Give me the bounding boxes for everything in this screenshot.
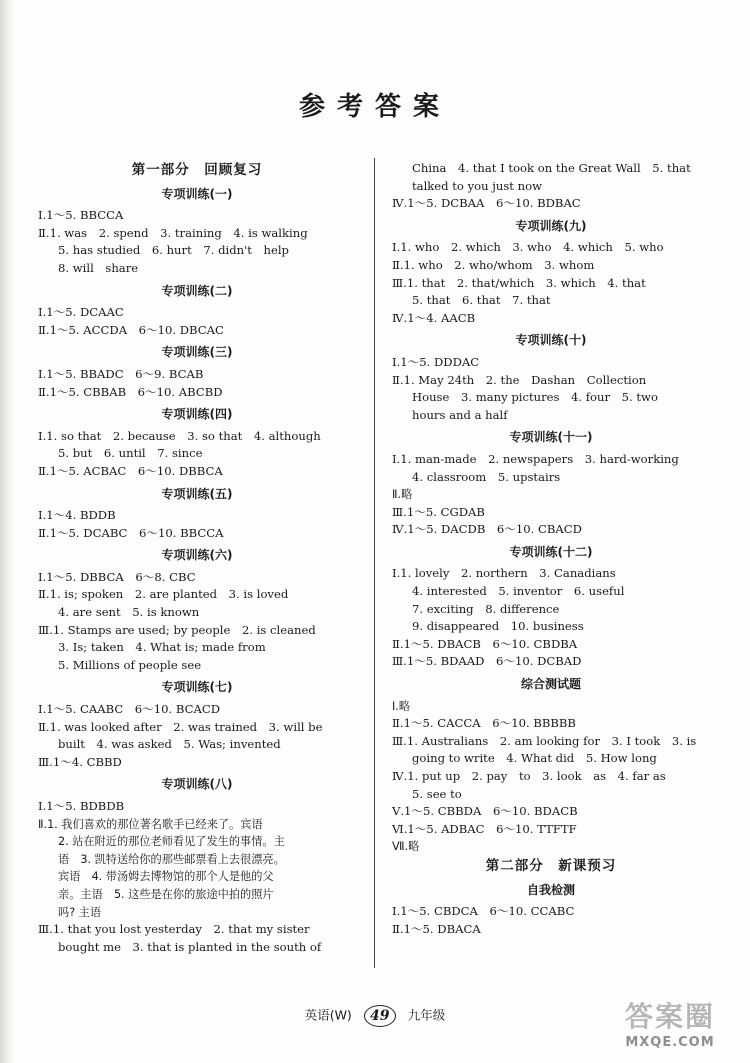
exercise-heading: 专项训练(二) bbox=[161, 283, 233, 298]
answer-line: China 4. that I took on the Great Wall 5. that bbox=[412, 161, 691, 175]
answer-line: bought me 3. that is planted in the south of bbox=[58, 939, 322, 954]
answer-line: Ⅴ.1～5. CBBDA 6～10. BDACB bbox=[392, 804, 578, 819]
exercise-heading: 专项训练(七) bbox=[161, 680, 233, 695]
answer-line: 亲。主语 5. 这些是在你的旅途中拍的照片 bbox=[58, 887, 274, 901]
answer-line: Ⅰ.1. so that 2. because 3. so that 4. although bbox=[38, 428, 321, 443]
answer-line: 5. Millions of people see bbox=[58, 657, 202, 672]
page-number: 49 bbox=[364, 1005, 396, 1027]
footer-grade: 九年级 bbox=[407, 1007, 446, 1023]
answer-line: Ⅰ.1. man-made 2. newspapers 3. hard-working bbox=[392, 451, 679, 466]
answer-line: 4. interested 5. inventor 6. useful bbox=[412, 584, 625, 599]
exercise-heading: 专项训练(五) bbox=[161, 486, 233, 501]
scan-edge-shadow bbox=[0, 0, 14, 1063]
answer-line: 4. classroom 5. upstairs bbox=[412, 469, 561, 484]
left-column bbox=[38, 160, 356, 956]
answer-line: Ⅲ.1. that you lost yesterday 2. that my sister bbox=[38, 922, 310, 937]
answer-line: Ⅱ.1. 我们喜欢的那位著名歌手已经来了。宾语 bbox=[38, 817, 263, 831]
answer-line: Ⅳ.1～5. DACDB 6～10. CBACD bbox=[392, 522, 582, 537]
answer-line: Ⅳ.1. put up 2. pay to 3. look as 4. far as bbox=[392, 769, 666, 783]
answer-line: 5. that 6. that 7. that bbox=[412, 293, 551, 308]
answer-line: hours and a half bbox=[412, 407, 508, 422]
answer-line: 5. but 6. until 7. since bbox=[58, 446, 203, 461]
answer-line: Ⅰ.1～5. DDDAC bbox=[392, 354, 480, 369]
answer-line: Ⅲ.1. Stamps are used; by people 2. is cleaned bbox=[38, 622, 316, 637]
answer-line: Ⅱ.1. who 2. who/whom 3. whom bbox=[392, 257, 595, 272]
answer-line: Ⅰ.略 bbox=[392, 699, 411, 713]
answer-line: Ⅲ.1～4. CBBD bbox=[38, 754, 122, 769]
answer-line: Ⅲ.1. Australians 2. am looking for 3. I took 3. is bbox=[392, 733, 697, 748]
answer-line: built 4. was asked 5. Was; invented bbox=[58, 737, 281, 752]
answer-line: Ⅱ.1～5. DBACA bbox=[392, 921, 481, 936]
exercise-heading: 专项训练(十一) bbox=[509, 430, 593, 445]
answer-line: Ⅱ.1～5. DCABC 6～10. BBCCA bbox=[38, 525, 224, 540]
section-heading: 第二部分 新课预习 bbox=[485, 857, 617, 874]
answer-line: 语 3. 凯特送给你的那些邮票看上去很漂亮。 bbox=[58, 852, 285, 866]
exercise-heading: 专项训练(十) bbox=[515, 333, 587, 348]
answer-line: Ⅳ.1～5. DCBAA 6～10. BDBAC bbox=[392, 196, 581, 211]
exercise-heading: 专项训练(八) bbox=[161, 777, 233, 792]
answer-line: Ⅰ.1. lovely 2. northern 3. Canadians bbox=[392, 566, 616, 581]
footer-subject: 英语(W) bbox=[304, 1007, 352, 1023]
answer-line: Ⅱ.1～5. CACCA 6～10. BBBBB bbox=[392, 716, 576, 731]
answer-line: Ⅱ.略 bbox=[392, 488, 413, 502]
answer-line: going to write 4. What did 5. How long bbox=[412, 751, 657, 766]
answer-line: talked to you just now bbox=[412, 178, 543, 193]
answer-line: Ⅱ.1. is; spoken 2. are planted 3. is loved bbox=[38, 587, 289, 602]
answer-line: Ⅲ.1. that 2. that/which 3. which 4. that bbox=[392, 275, 646, 290]
exercise-heading: 专项训练(一) bbox=[161, 186, 233, 201]
watermark-text: 答案圈 bbox=[624, 1000, 715, 1033]
watermark-site: MXQE.COM bbox=[625, 1035, 715, 1050]
exercise-heading: 自我检测 bbox=[526, 882, 575, 897]
exercise-heading: 专项训练(三) bbox=[161, 345, 233, 360]
answer-line: 2. 站在附近的那位老师看见了发生的事情。主 bbox=[58, 835, 285, 849]
right-column bbox=[392, 160, 710, 938]
answer-line: 4. are sent 5. is known bbox=[58, 605, 200, 620]
page-title: 参考答案 bbox=[298, 92, 451, 122]
answer-line: Ⅰ.1～5. CBDCA 6～10. CCABC bbox=[392, 904, 575, 919]
answer-line: Ⅱ.1. was looked after 2. was trained 3. will be bbox=[38, 719, 323, 734]
answer-line: 9. disappeared 10. business bbox=[412, 619, 584, 634]
answer-line: Ⅲ.1～5. CGDAB bbox=[392, 504, 485, 519]
answer-line: Ⅱ.1～5. ACBAC 6～10. DBBCA bbox=[38, 463, 223, 478]
answer-line: Ⅱ.1～5. CBBAB 6～10. ABCBD bbox=[38, 384, 223, 399]
answer-line: Ⅰ.1～5. BBADC 6～9. BCAB bbox=[38, 366, 204, 381]
answer-line: 5. has studied 6. hurt 7. didn't help bbox=[58, 243, 289, 258]
answer-line: Ⅰ.1～4. BDDB bbox=[38, 508, 116, 523]
exercise-heading: 专项训练(四) bbox=[161, 407, 233, 422]
answer-line: Ⅵ.1～5. ADBAC 6～10. TTFTF bbox=[392, 821, 577, 836]
exercise-heading: 综合测试题 bbox=[520, 677, 581, 692]
watermark-logo bbox=[600, 995, 740, 1053]
answer-line: 7. exciting 8. difference bbox=[412, 601, 560, 616]
section-heading: 第一部分 回顾复习 bbox=[131, 162, 263, 178]
answer-line: Ⅶ.略 bbox=[392, 840, 420, 854]
answer-line: 吗? 主语 bbox=[58, 905, 102, 919]
answer-line: Ⅰ.1～5. CAABC 6～10. BCACD bbox=[38, 702, 221, 717]
answer-line: 8. will share bbox=[58, 260, 139, 275]
answer-line: 5. see to bbox=[412, 786, 462, 801]
answer-line: Ⅰ.1～5. DCAAC bbox=[38, 305, 124, 320]
answer-line: Ⅱ.1. was 2. spend 3. training 4. is walking bbox=[38, 225, 308, 240]
exercise-heading: 专项训练(九) bbox=[515, 218, 587, 233]
answer-line: Ⅱ.1～5. ACCDA 6～10. DBCAC bbox=[38, 322, 224, 337]
answer-line: Ⅳ.1～4. AACB bbox=[392, 310, 476, 325]
answer-line: 3. Is; taken 4. What is; made from bbox=[58, 640, 266, 655]
exercise-heading: 专项训练(六) bbox=[161, 548, 233, 563]
answer-line: Ⅰ.1～5. BDBDB bbox=[38, 799, 125, 813]
answer-line: Ⅰ.1. who 2. which 3. who 4. which 5. who bbox=[392, 240, 664, 255]
answer-line: Ⅱ.1. May 24th 2. the Dashan Collection bbox=[392, 372, 647, 387]
answer-line: Ⅱ.1～5. DBACB 6～10. CBDBA bbox=[392, 636, 578, 651]
answer-line: 宾语 4. 带汤姆去博物馆的那个人是他的父 bbox=[58, 870, 274, 884]
answer-line: Ⅰ.1～5. DBBCA 6～8. CBC bbox=[38, 569, 196, 584]
exercise-heading: 专项训练(十二) bbox=[509, 544, 593, 559]
answer-line: Ⅰ.1～5. BBCCA bbox=[38, 208, 124, 223]
column-divider bbox=[374, 158, 375, 968]
answer-line: Ⅲ.1～5. BDAAD 6～10. DCBAD bbox=[392, 654, 582, 669]
answer-line: House 3. many pictures 4. four 5. two bbox=[412, 390, 658, 405]
